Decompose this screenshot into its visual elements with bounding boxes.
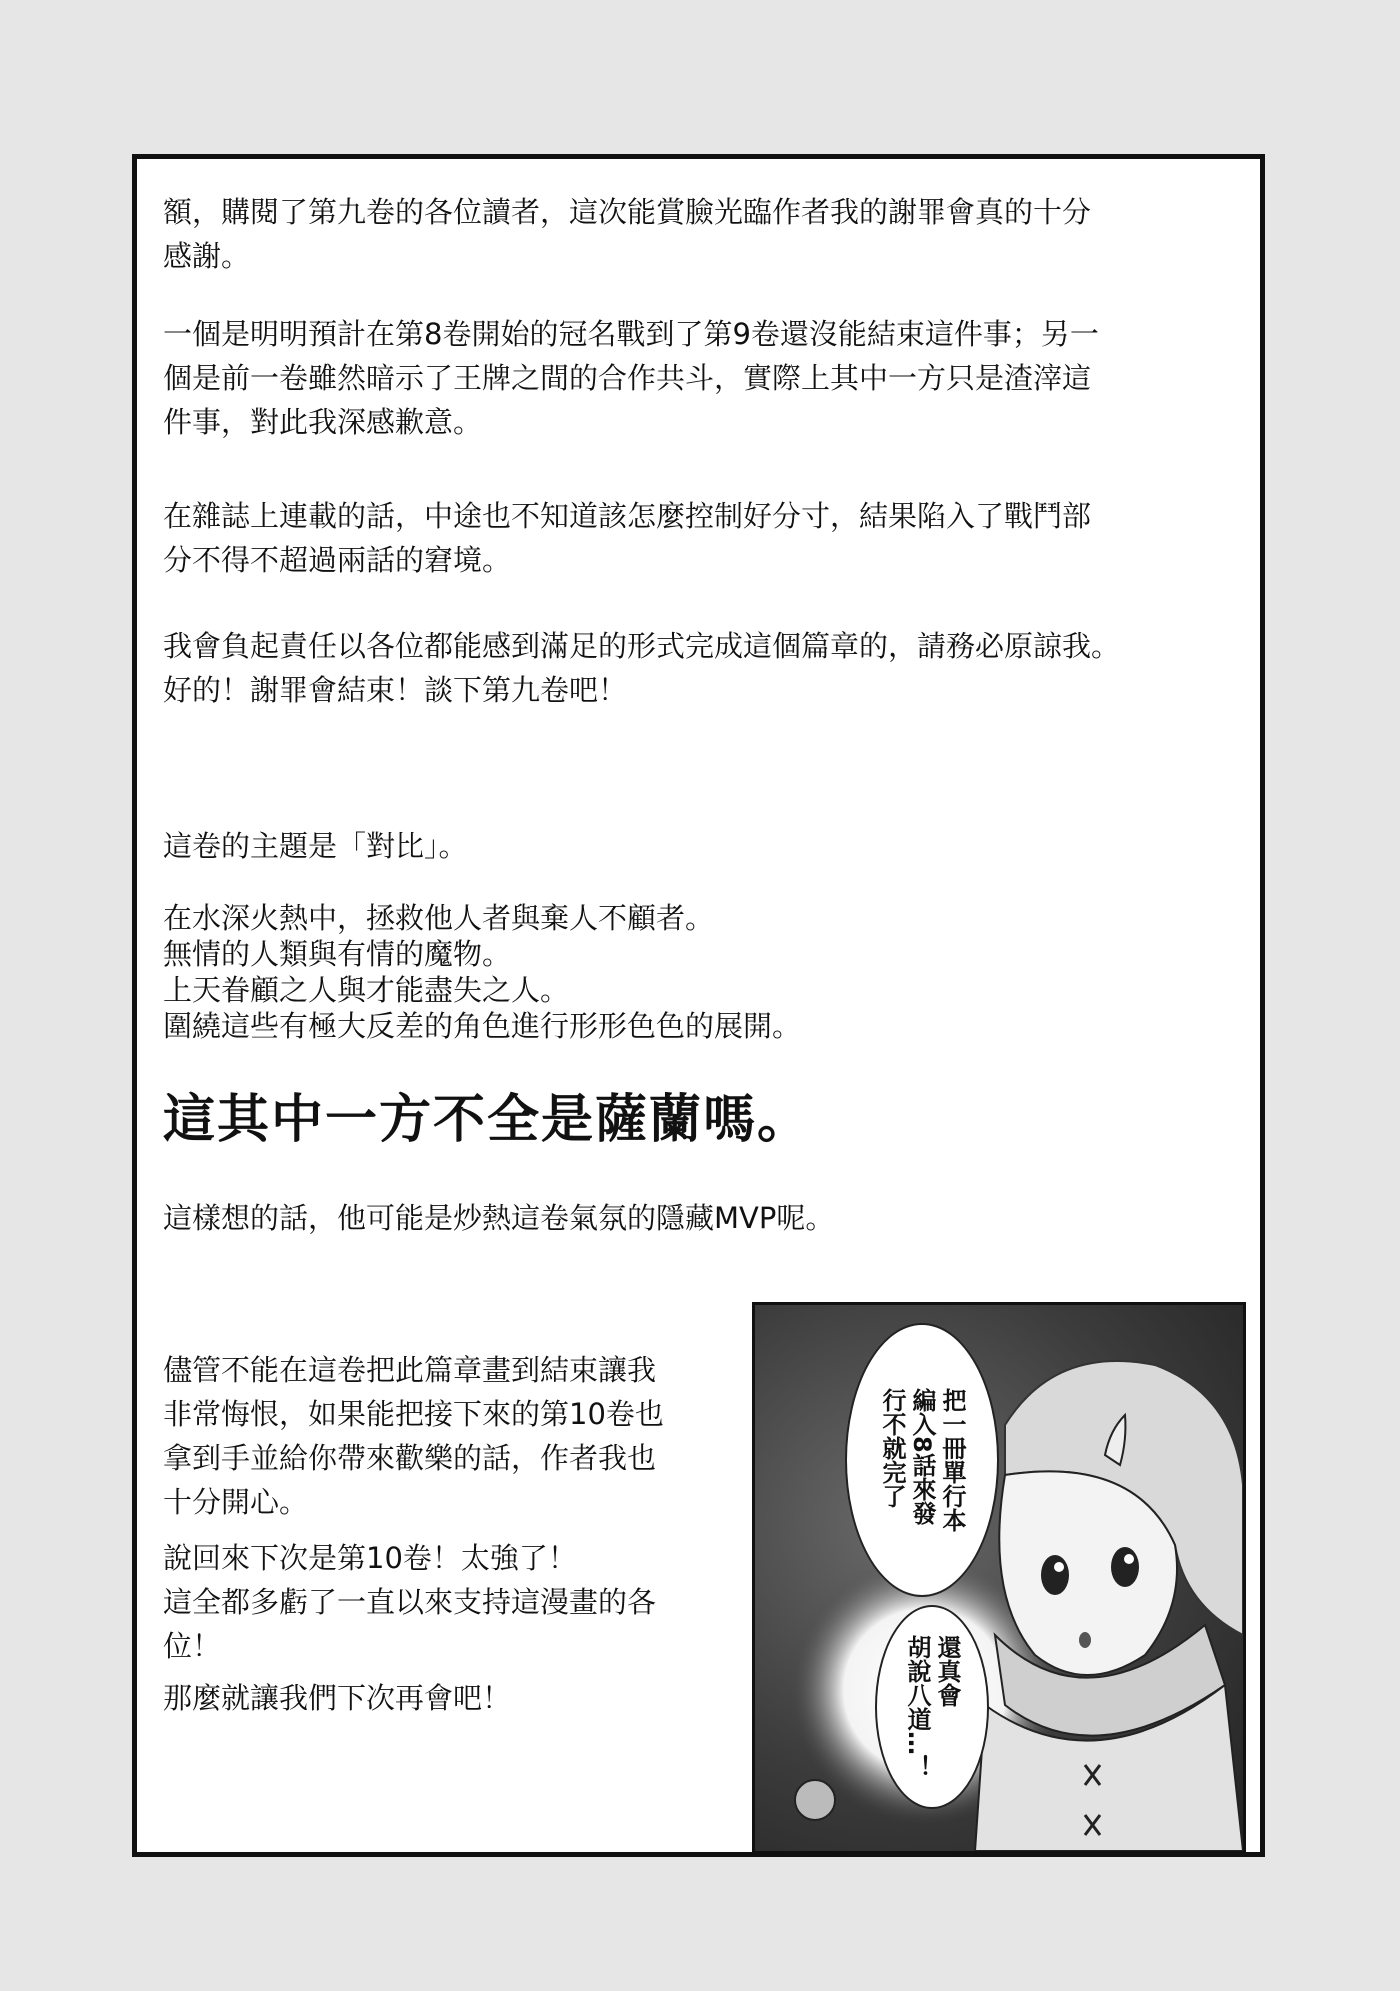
paragraph-theme: 這卷的主題是「對比」。 [163,829,468,863]
paragraph-regret: 儘管不能在這卷把此篇章畫到結束讓我 非常悔恨，如果能把接下來的第10卷也 拿到手並給你帶來歡樂的話，作者我也 十分開心。 [163,1353,664,1519]
speech-bubble-1 [845,1323,999,1597]
paragraph-apology-reasons: 一個是明明預計在第8卷開始的冠名戰到了第9卷還沒能結束這件事；另一 個是前一卷雖然暗示了王牌之間的合作共斗，實際上其中一方只是渣滓這 件事，對此我深感歉意。 [163,317,1099,439]
background-figure [795,1780,835,1820]
manga-panel [752,1302,1246,1854]
paragraph-contrasts: 在水深火熱中，拯救他人者與棄人不顧者。 無情的人類與有情的魔物。 上天眷顧之人與才能盡失之人。 圍繞這些有極大反差的角色進行形形色色的展開。 [163,901,802,1043]
character-left-eye [1041,1555,1069,1595]
paragraph-promise: 我會負起責任以各位都能感到滿足的形式完成這個篇章的，請務必原諒我。 好的！謝罪會結束！談下第九卷吧！ [163,629,1121,707]
speech-bubble-2-text: 還真會 胡說八道…！ [903,1635,961,1779]
paragraph-mvp: 這樣想的話，他可能是炒熱這卷氣氛的隱藏MVP呢。 [163,1201,835,1235]
paragraph-serialization: 在雜誌上連載的話，中途也不知道該怎麼控制好分寸，結果陷入了戰鬥部 分不得不超過兩話的窘境。 [163,499,1092,577]
speech-bubble-2 [875,1605,989,1809]
headline: 這其中一方不全是薩蘭嗎。 [163,1090,812,1150]
character-illustration [755,1305,1243,1851]
paragraph-farewell: 那麼就讓我們下次再會吧！ [163,1681,512,1715]
character-right-eye [1111,1547,1139,1587]
paragraph-apology-intro: 額，購閱了第九卷的各位讀者，這次能賞臉光臨作者我的謝罪會真的十分 感謝。 [163,195,1092,273]
character-mouth [1079,1632,1091,1648]
paragraph-next-volume: 說回來下次是第10卷！太強了！ 這全都多虧了一直以來支持這漫畫的各 位！ [163,1541,657,1663]
speech-bubble-1-text: 把一冊單行本 編入8話來發 行不就完了 [878,1388,966,1532]
